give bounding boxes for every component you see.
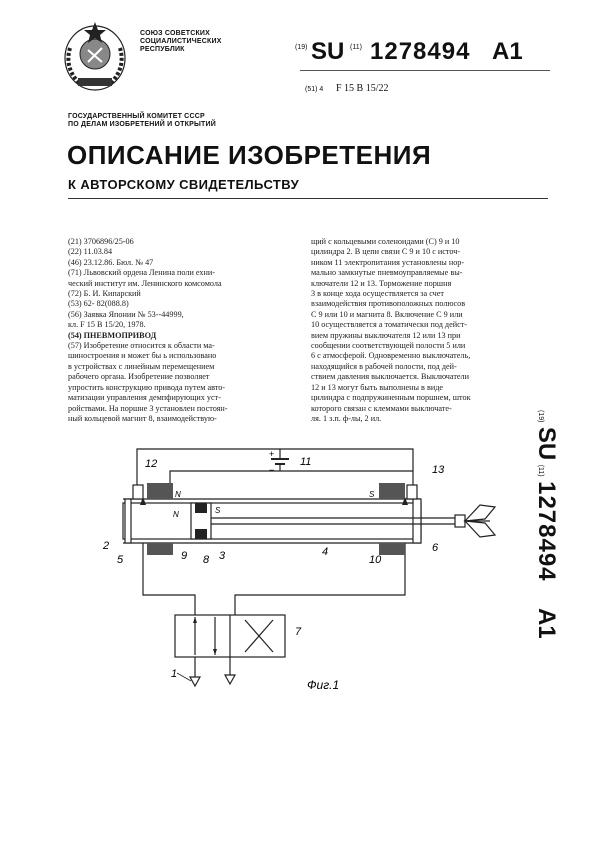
state-emblem	[58, 18, 132, 94]
label-minus: −	[269, 465, 275, 475]
text-line: (22) 11.03.84	[68, 247, 113, 257]
text-line: мально замкнутые пневмоуправляемые вы-	[311, 268, 463, 278]
text-line: цилиндра 2. В цепи связи С 9 и 10 с источ-	[311, 247, 461, 257]
text-line: (56) Заявка Японии № 53--44999,	[68, 309, 184, 319]
label-s-mid: S	[215, 506, 221, 515]
text-line: матизации управления демпфирующих уст-	[68, 393, 221, 403]
label-9: 9	[181, 550, 188, 562]
label-s-right: S	[369, 490, 375, 499]
figure-caption: Фиг.1	[307, 678, 340, 692]
text-line: кл. F 15 В 15/20, 1978.	[68, 320, 146, 330]
text-line: взаимодействия противоположных полюсов	[311, 299, 466, 309]
ipc-class: F 15 B 15/22	[336, 83, 389, 94]
label-10: 10	[369, 554, 382, 566]
label-12: 12	[145, 458, 158, 470]
committee-name: ГОСУДАРСТВЕННЫЙ КОМИТЕТ СССР ПО ДЕЛАМ ИЗОБРЕТЕНИЙ И ОТКРЫТИЙ	[68, 113, 216, 128]
text-line: (53) 62- 82(088.8)	[68, 299, 129, 309]
label-1: 1	[171, 668, 178, 680]
text-line: шиностроения и может бы ь использовано	[68, 351, 217, 361]
label-6: 6	[432, 542, 439, 554]
abstract-right-column	[311, 237, 471, 424]
text-line: вием пружины выключателя 12 или 13 при	[311, 330, 461, 340]
text-line: в устройствах с линейным перемещением	[68, 361, 215, 371]
text-line: ройствами. На поршне 3 установлен постоян-	[68, 403, 228, 413]
label-n-mid: N	[173, 510, 179, 519]
text-line: находящийся в рабочей полости, под дей-	[311, 361, 457, 371]
text-line: С 9 или 10 и магнита 8. Включение С 9 или	[311, 309, 463, 319]
text-line: 10 осуществляется а томатически под дейст-	[311, 320, 468, 330]
text-line: упростить конструкцию привода путем авто-	[68, 382, 226, 392]
label-n-left: N	[175, 490, 181, 499]
country-code: SU	[311, 38, 345, 65]
text-line: 3 в конце хода осуществляется за счет	[311, 289, 444, 299]
pneumatic-drive-figure	[95, 445, 525, 705]
ipc-prefix: (51) 4	[305, 86, 324, 93]
text-line: 6 с атмосферой. Одновременно выключатель,	[311, 351, 471, 361]
label-4: 4	[322, 546, 329, 558]
text-line: (72) Б. И. Кипарский	[68, 289, 141, 299]
label-7: 7	[295, 626, 302, 638]
code-19: (19)	[295, 44, 308, 51]
bibliographic-left-column	[68, 237, 228, 424]
label-11: 11	[300, 456, 312, 468]
text-line: (21) 3706896/25-06	[68, 237, 134, 246]
text-line: сообщении соответствующей полости 5 или	[311, 341, 466, 351]
text-line: ключатели 12 и 13. Торможение поршня	[311, 278, 452, 288]
kind-code: A1	[492, 38, 523, 65]
text-line: ствием давления выключается. Выключатели	[311, 372, 470, 382]
label-plus: +	[269, 449, 275, 459]
text-line: которого связан с клеммами выключате-	[311, 403, 452, 413]
text-line: (54) ПНЕВМОПРИВОД	[68, 330, 157, 340]
label-8: 8	[203, 554, 210, 566]
text-line: щий с кольцевыми соленоидами (С) 9 и 10	[311, 237, 460, 246]
side-patent-number: (19) SU (11) 1278494 A1	[533, 410, 560, 639]
text-line: ный кольцевой магнит 8, взаимодействую-	[68, 413, 217, 423]
patent-number: 1278494	[370, 38, 471, 65]
text-line: ческий институт им. Ленинского комсомола	[68, 278, 222, 288]
document-subtitle: К АВТОРСКОМУ СВИДЕТЕЛЬСТВУ	[68, 177, 300, 192]
text-line: (57) Изобретение относится к области ма-	[68, 341, 215, 351]
label-2: 2	[103, 540, 110, 552]
org-name: СОЮЗ СОВЕТСКИХ СОЦИАЛИСТИЧЕСКИХ РЕСПУБЛИК	[140, 30, 222, 53]
text-line: ля. 1 з.п. ф-лы, 2 ил.	[311, 413, 382, 423]
code-11: (11)	[350, 44, 362, 51]
text-line: (46) 23.12.86. Бюл. № 47	[68, 257, 154, 267]
text-line: цилиндра с подпружиненным поршнем, шток	[311, 393, 471, 403]
label-3: 3	[219, 550, 226, 562]
label-5: 5	[117, 554, 124, 566]
text-line: 12 и 13 могут быть выполнены в виде	[311, 382, 443, 392]
document-title: ОПИСАНИЕ ИЗОБРЕТЕНИЯ	[67, 140, 432, 170]
text-line: (71) Львовский ордена Ленина поли ехни-	[68, 268, 216, 278]
label-13: 13	[432, 464, 445, 476]
text-line: рабочего органа. Изобретение позволяет	[68, 372, 210, 382]
text-line: ником 11 электропитания установлены нор-	[311, 257, 465, 267]
